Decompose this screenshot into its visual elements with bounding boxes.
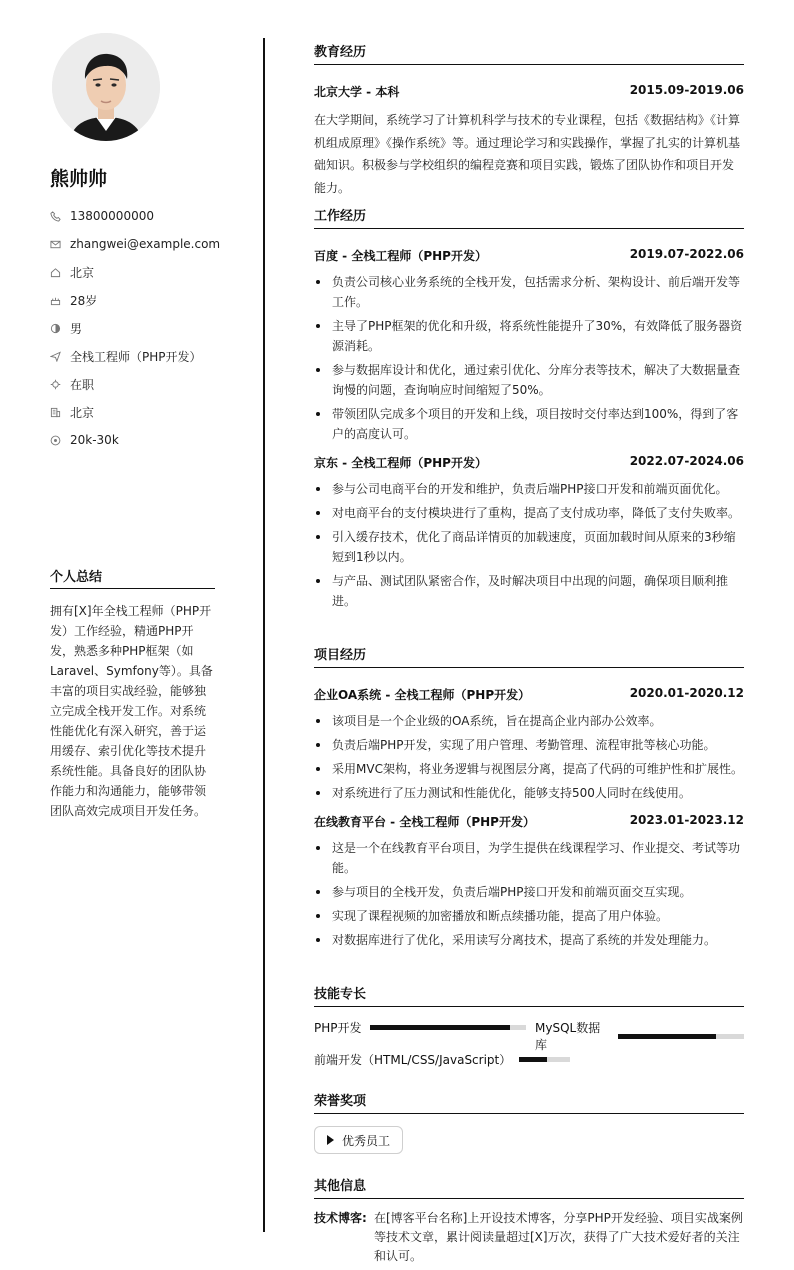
home-icon: [50, 267, 70, 278]
info-age-text: 28岁: [70, 293, 98, 308]
avatar-portrait: [52, 33, 160, 141]
list-item: 带领团队完成多个项目的开发和上线，项目按时交付率达到100%，得到了客户的高度认可。: [314, 404, 744, 444]
info-salary-text: 20k-30k: [70, 433, 119, 447]
other-text: 在[博客平台名称]上开设技术博客，分享PHP开发经验、项目实战案例等技术文章，累计阅读量超过[X]万次，获得了广大技术爱好者的关注和认可。: [374, 1211, 743, 1263]
info-position-text: 全栈工程师（PHP开发）: [70, 349, 202, 364]
info-salary: [50, 426, 250, 454]
list-item: 负责公司核心业务系统的全栈开发，包括需求分析、架构设计、前后端开发等工作。: [314, 272, 744, 312]
column-divider: [263, 38, 265, 1232]
skill-name: 前端开发（HTML/CSS/JavaScript）: [314, 1053, 512, 1067]
job-period: 2022.07-2024.06: [629, 454, 744, 468]
other-title: 其他信息: [314, 1175, 744, 1199]
info-city-text: 北京: [70, 265, 95, 280]
mail-icon: [50, 239, 70, 250]
list-item: 与产品、测试团队紧密合作，及时解决项目中出现的问题，确保项目顺利推进。: [314, 571, 744, 611]
phone-icon: [50, 211, 70, 222]
info-status: [50, 370, 250, 398]
summary-title: 个人总结: [50, 566, 215, 589]
list-item: 参与项目的全栈开发，负责后端PHP接口开发和前端页面交互实现。: [314, 882, 744, 902]
sidebar: [0, 0, 264, 1270]
education-desc: 在大学期间，系统学习了计算机科学与技术的专业课程，包括《数据结构》《计算机组成原理》《操作系统》等。通过理论学习和实践操作，掌握了扎实的计算机基础知识。积极参与学校组织的编程竞赛和项目实践，锻炼了团队协作和项目开发能力。: [314, 113, 741, 195]
other-section: [314, 1175, 744, 1270]
work-section: [314, 205, 744, 615]
education-period: 2015.09-2019.06: [629, 83, 744, 97]
skills-section: [314, 983, 744, 1073]
job-company: 百度 - 全栈工程师（PHP开发）: [314, 249, 487, 263]
project-period: 2020.01-2020.12: [629, 686, 744, 700]
skill-bar-fill: [370, 1025, 510, 1030]
info-status-text: 在职: [70, 377, 95, 392]
list-item: 对数据库进行了优化，采用读写分离技术，提高了系统的并发处理能力。: [314, 930, 744, 950]
projects-section: [314, 644, 744, 954]
summary-text: 拥有[X]年全栈工程师（PHP开发）工作经验，精通PHP开发，熟悉多种PHP框架（如Laravel、Symfony等）。具备丰富的项目实战经验，能够独立完成全栈开发工作。对系统性能优化有深入研究，善于运用缓存、索引优化等技术提升系统性能。具备良好的团队协作能力和沟通能力，能够带领团队高效完成项目开发任务。: [50, 604, 213, 818]
list-item: 对系统进行了压力测试和性能优化，能够支持500人同时在线使用。: [314, 783, 744, 803]
info-email-text: zhangwei@example.com: [70, 237, 221, 251]
gender-icon: [50, 323, 70, 334]
other-row: [314, 1209, 744, 1266]
other-label: 技术博客:: [314, 1211, 367, 1225]
info-age: [50, 286, 250, 314]
project-head: [314, 813, 744, 831]
info-city: [50, 258, 250, 286]
info-work-city-text: 北京: [70, 405, 95, 420]
info-phone-text: 13800000000: [70, 209, 154, 223]
award-label: 优秀员工: [342, 1133, 391, 1148]
education-school: 北京大学 - 本科: [314, 85, 400, 99]
skill-bar-fill: [618, 1034, 716, 1039]
list-item: 该项目是一个企业级的OA系统，旨在提高企业内部办公效率。: [314, 711, 744, 731]
info-work-city: [50, 398, 250, 426]
list-item: 负责后端PHP开发，实现了用户管理、考勤管理、流程审批等核心功能。: [314, 735, 744, 755]
list-item: 对电商平台的支付模块进行了重构，提高了支付成功率，降低了支付失败率。: [314, 503, 744, 523]
info-phone: [50, 202, 250, 230]
job-bullets: [314, 272, 744, 444]
skill-item: [314, 1051, 570, 1068]
list-item: 主导了PHP框架的优化和升级，将系统性能提升了30%，有效降低了服务器资源消耗。: [314, 316, 744, 356]
education-head: [314, 83, 744, 101]
contact-info-list: [50, 202, 250, 454]
job-company: 京东 - 全栈工程师（PHP开发）: [314, 456, 487, 470]
education-section: [314, 41, 744, 199]
work-title: 工作经历: [314, 205, 744, 229]
send-icon: [50, 351, 70, 362]
project-period: 2023.01-2023.12: [629, 813, 744, 827]
skills-title: 技能专长: [314, 983, 744, 1007]
list-item: 采用MVC架构，将业务逻辑与视图层分离，提高了代码的可维护性和扩展性。: [314, 759, 744, 779]
info-email: [50, 230, 250, 258]
salary-icon: [50, 435, 70, 446]
project-bullets: [314, 711, 744, 803]
skill-bar: [618, 1034, 744, 1039]
status-icon: [50, 379, 70, 390]
project-name: 企业OA系统 - 全栈工程师（PHP开发）: [314, 688, 531, 702]
profile-name: 熊帅帅: [50, 168, 108, 190]
list-item: 这是一个在线教育平台项目，为学生提供在线课程学习、作业提交、考试等功能。: [314, 838, 744, 878]
project-name: 在线教育平台 - 全栈工程师（PHP开发）: [314, 815, 535, 829]
list-item: 参与公司电商平台的开发和维护，负责后端PHP接口开发和前端页面优化。: [314, 479, 744, 499]
award-tag: [314, 1126, 403, 1154]
info-gender-text: 男: [70, 321, 83, 336]
skill-name: PHP开发: [314, 1021, 362, 1035]
skill-bar: [370, 1025, 526, 1030]
skill-bar: [519, 1057, 570, 1062]
project-head: [314, 686, 744, 704]
list-item: 引入缓存技术，优化了商品详情页的加载速度，页面加载时间从原来的3秒缩短到1秒以内。: [314, 527, 744, 567]
list-item: 实现了课程视频的加密播放和断点续播功能，提高了用户体验。: [314, 906, 744, 926]
list-item: 参与数据库设计和优化，通过索引优化、分库分表等技术，解决了大数据量查询慢的问题，查询响应时间缩短了50%。: [314, 360, 744, 400]
skill-name: MySQL数据库: [535, 1021, 601, 1052]
job-head: [314, 247, 744, 265]
cake-icon: [50, 295, 70, 306]
awards-title: 荣誉奖项: [314, 1090, 744, 1114]
education-title: 教育经历: [314, 41, 744, 65]
avatar: [52, 33, 160, 141]
project-bullets: [314, 838, 744, 950]
job-head: [314, 454, 744, 472]
job-bullets: [314, 479, 744, 611]
info-position: [50, 342, 250, 370]
play-icon: [327, 1135, 334, 1145]
awards-section: [314, 1090, 744, 1160]
info-gender: [50, 314, 250, 342]
projects-title: 项目经历: [314, 644, 744, 668]
building-icon: [50, 407, 70, 418]
skill-item: [535, 1019, 744, 1053]
job-period: 2019.07-2022.06: [629, 247, 744, 261]
skill-bar-fill: [519, 1057, 547, 1062]
skill-item: [314, 1019, 526, 1036]
